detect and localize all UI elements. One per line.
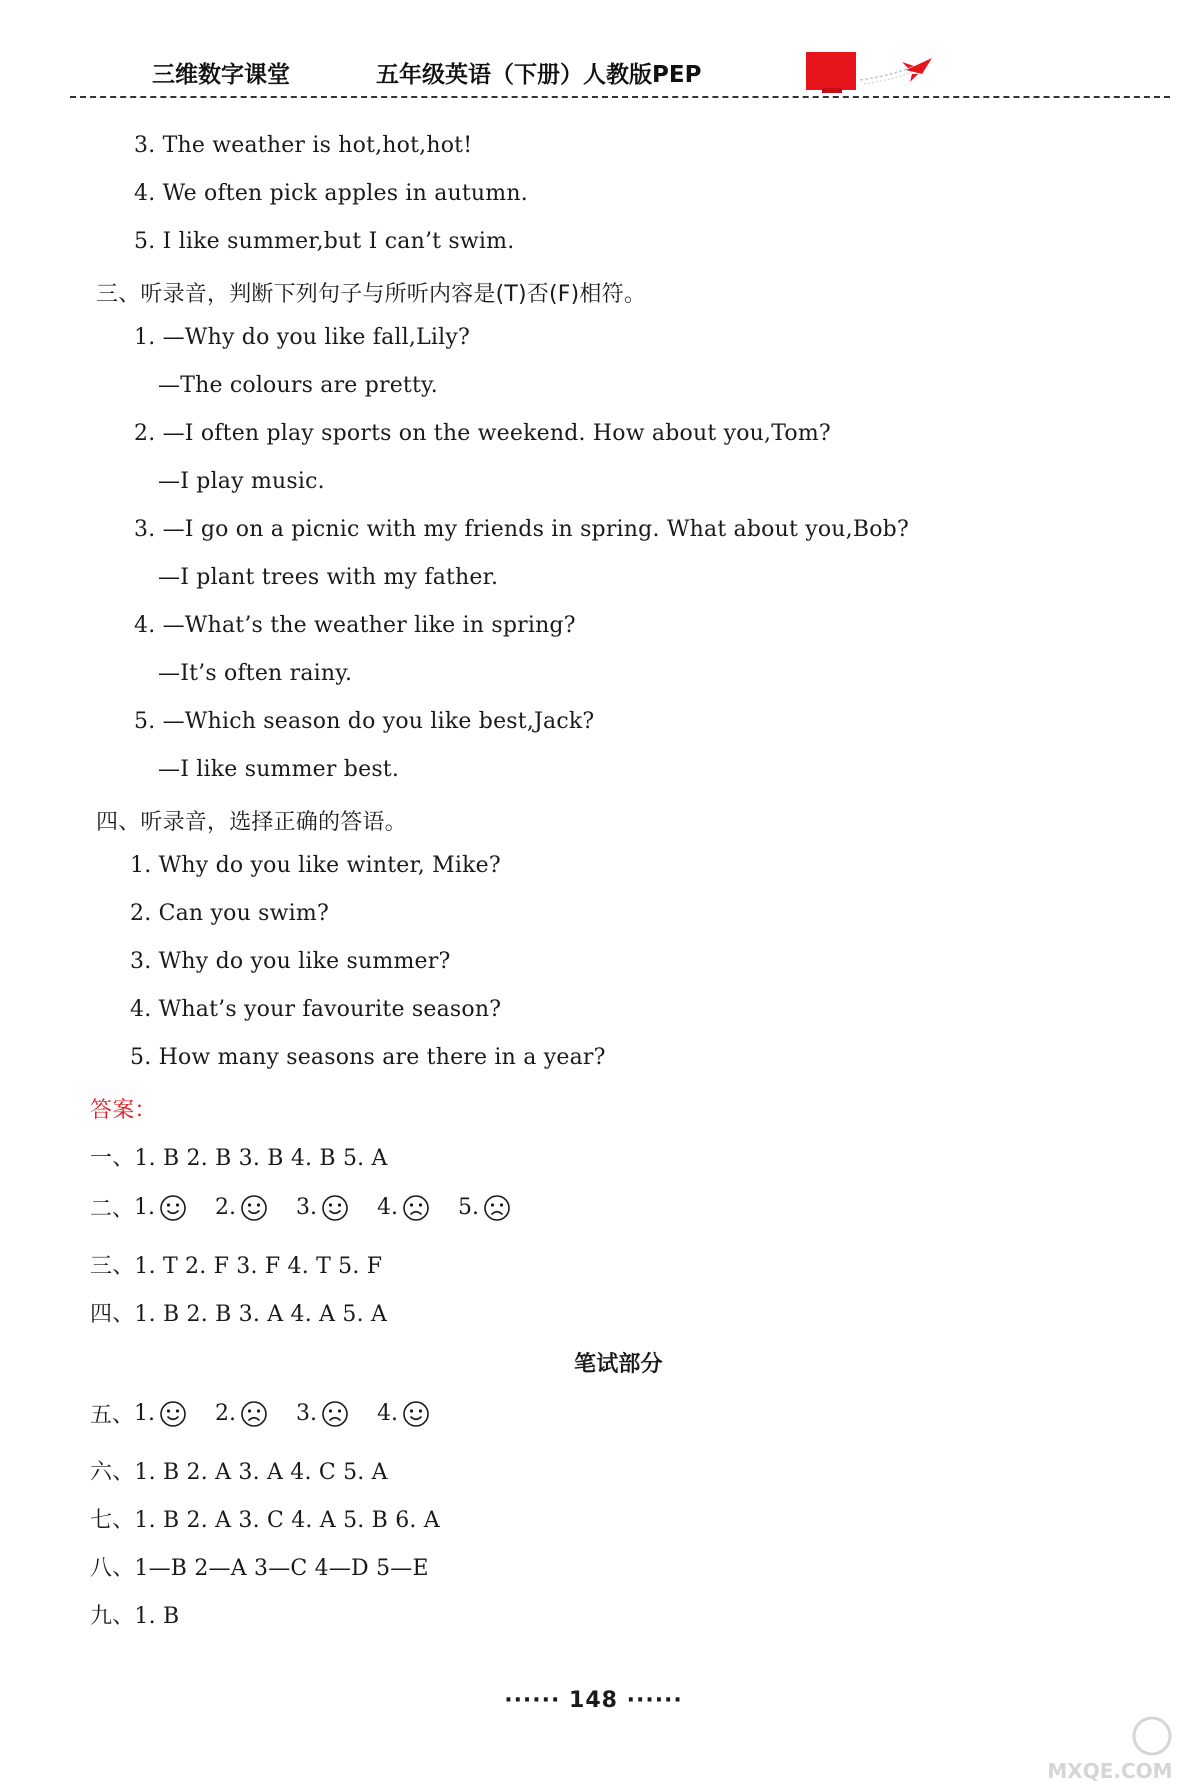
watermark-text: MXQE.COM	[1047, 1759, 1173, 1783]
sad-face-icon	[240, 1400, 268, 1428]
answer-row-1: 一、1. B 2. B 3. B 4. B 5. A	[90, 1146, 388, 1171]
script-line: 1. —Why do you like fall,Lily?	[134, 325, 470, 350]
script-line: —I like summer best.	[158, 757, 400, 782]
script-line: 4. We often pick apples in autumn.	[134, 181, 528, 206]
script-line: 4. —What’s the weather like in spring?	[134, 613, 576, 638]
answer-item-number: 1.	[134, 1401, 156, 1426]
answer-item-number: 4.	[377, 1401, 399, 1426]
smiley-face-icon	[159, 1400, 187, 1428]
script-line: —I play music.	[158, 469, 325, 494]
section-heading-4: 四、听录音，选择正确的答语。	[96, 810, 407, 835]
script-line: 2. Can you swim?	[130, 901, 329, 926]
section-heading-3: 三、听录音，判断下列句子与所听内容是(T)否(F)相符。	[96, 282, 647, 307]
sad-face-icon	[483, 1194, 511, 1222]
smiley-face-icon	[240, 1194, 268, 1222]
script-line: 4. What’s your favourite season?	[130, 997, 502, 1022]
smiley-face-icon	[321, 1194, 349, 1222]
answer-item	[215, 1194, 268, 1222]
answer-item-number: 3.	[296, 1195, 318, 1220]
answer-item-number: 4.	[377, 1195, 399, 1220]
answer-item-number: 3.	[296, 1401, 318, 1426]
script-line: 5. —Which season do you like best,Jack?	[134, 709, 595, 734]
answer-row-3: 三、1. T 2. F 3. F 4. T 5. F	[90, 1254, 383, 1279]
answer-item-number: 1.	[134, 1195, 156, 1220]
page-number: ······ 148 ······	[504, 1688, 683, 1713]
script-line: 2. —I often play sports on the weekend. How about you,Tom?	[134, 421, 831, 446]
script-line: 5. How many seasons are there in a year?	[130, 1045, 606, 1070]
answer-item-number: 2.	[215, 1195, 237, 1220]
script-line: 3. —I go on a picnic with my friends in spring. What about you,Bob?	[134, 517, 909, 542]
answer-item	[377, 1194, 430, 1222]
script-line: 1. Why do you like winter, Mike?	[130, 853, 501, 878]
sad-face-icon	[321, 1400, 349, 1428]
answer-row-5	[90, 1398, 430, 1429]
script-line: —I plant trees with my father.	[158, 565, 499, 590]
sad-face-icon	[402, 1194, 430, 1222]
book-title: 五年级英语（下册）人教版PEP	[376, 62, 702, 88]
answer-item	[215, 1400, 268, 1428]
answer-row-9: 九、1. B	[90, 1604, 180, 1629]
script-line: 3. Why do you like summer?	[130, 949, 451, 974]
answer-row-8: 八、1—B 2—A 3—C 4—D 5—E	[90, 1556, 429, 1581]
answer-item	[296, 1400, 349, 1428]
answer-item-number: 5.	[458, 1195, 480, 1220]
script-line: —The colours are pretty.	[158, 373, 438, 398]
script-line: 5. I like summer,but I can’t swim.	[134, 229, 515, 254]
answer-item-number: 2.	[215, 1401, 237, 1426]
smiley-face-icon	[159, 1194, 187, 1222]
answer-item	[377, 1400, 430, 1428]
rocket-icon	[858, 54, 936, 88]
script-line: —It’s often rainy.	[158, 661, 353, 686]
smiley-face-icon	[402, 1400, 430, 1428]
answer-item	[458, 1194, 511, 1222]
answer-row-4: 四、1. B 2. B 3. A 4. A 5. A	[90, 1302, 388, 1327]
script-line: 3. The weather is hot,hot,hot!	[134, 133, 473, 158]
answer-item	[296, 1194, 349, 1222]
answer-row-2	[90, 1192, 511, 1223]
header-divider	[70, 96, 1170, 98]
answer-item	[134, 1400, 187, 1428]
answer-item	[134, 1194, 187, 1222]
answer-row-label: 五、	[90, 1403, 135, 1428]
watermark-logo	[1040, 1712, 1180, 1784]
answers-heading: 答案：	[90, 1098, 157, 1123]
answer-row-7: 七、1. B 2. A 3. C 4. A 5. B 6. A	[90, 1508, 440, 1533]
red-logo-block	[806, 52, 856, 90]
written-section-title: 笔试部分	[574, 1352, 663, 1377]
series-title: 三维数字课堂	[152, 62, 290, 88]
answer-row-label: 二、	[90, 1197, 135, 1222]
answer-row-6: 六、1. B 2. A 3. A 4. C 5. A	[90, 1460, 388, 1485]
page-number-value: 148	[569, 1688, 618, 1713]
